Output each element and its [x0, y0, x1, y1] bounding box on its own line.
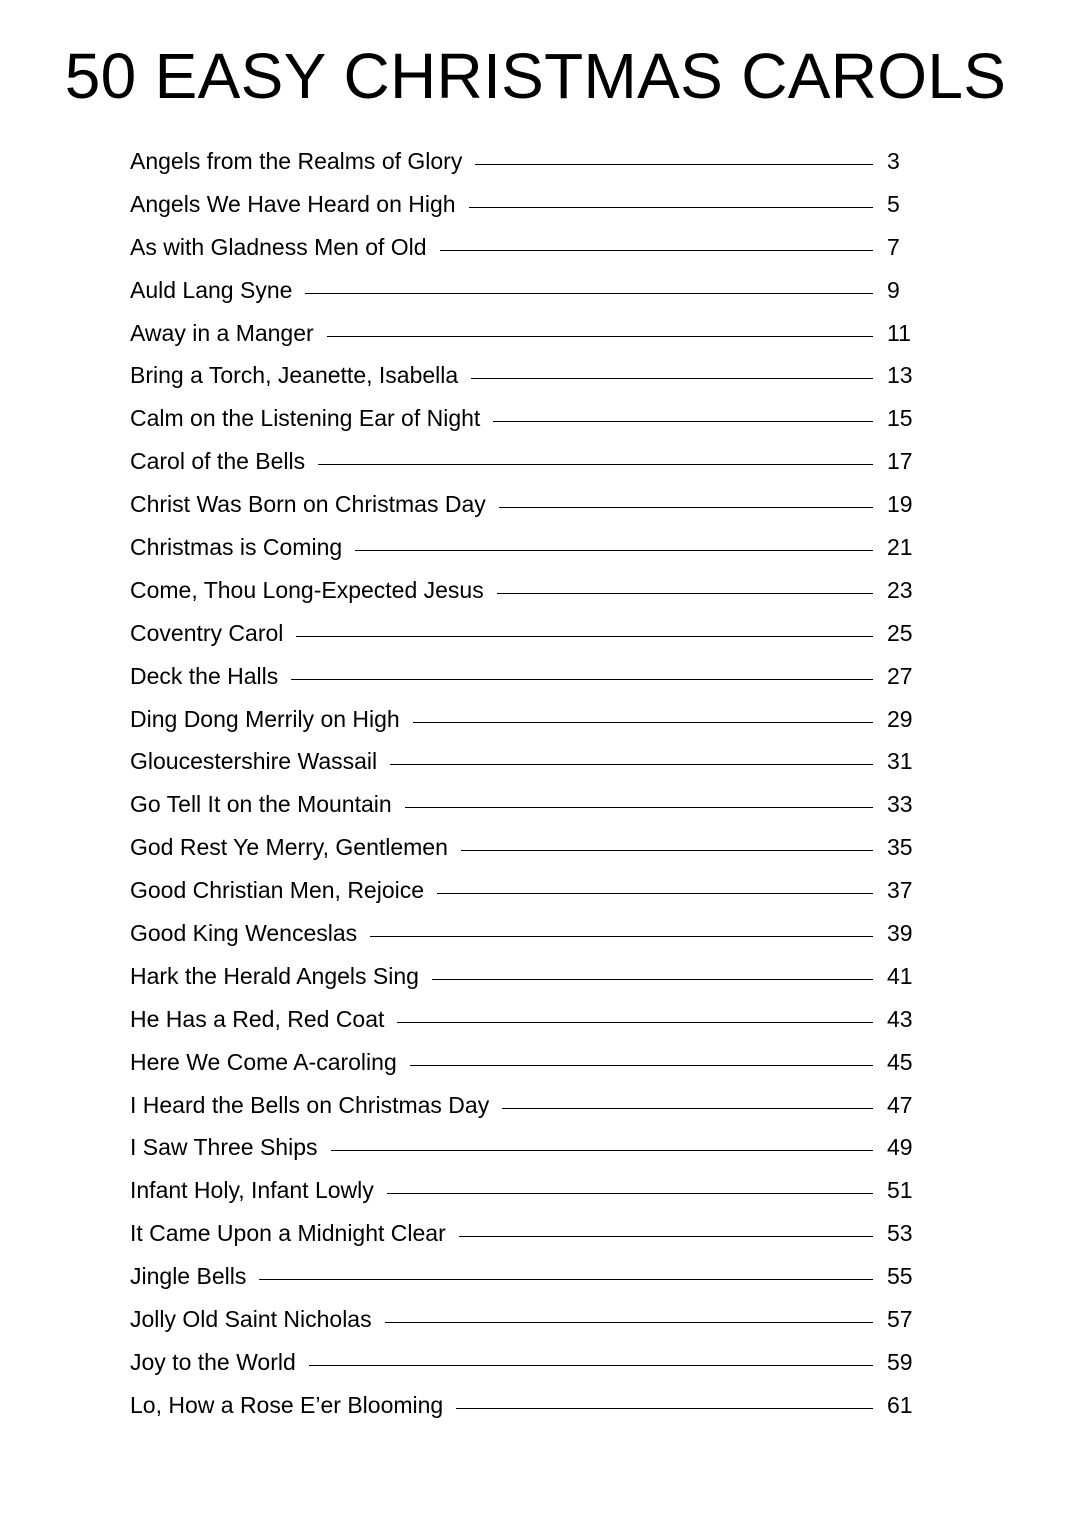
toc-entry-title: Jolly Old Saint Nicholas	[130, 1306, 372, 1333]
toc-entry-title: It Came Upon a Midnight Clear	[130, 1220, 446, 1247]
toc-entry-page: 19	[887, 491, 913, 518]
toc-leader-line	[456, 1408, 873, 1409]
toc-entry-title: As with Gladness Men of Old	[130, 233, 427, 260]
toc-entry[interactable]	[130, 526, 930, 569]
toc-entry[interactable]	[130, 1298, 930, 1341]
toc-entry-page: 3	[887, 148, 900, 174]
toc-entry-title: Angels from the Realms of Glory	[130, 148, 463, 174]
toc-entry-page: 61	[887, 1391, 913, 1418]
table-of-contents	[130, 140, 930, 1427]
toc-entry[interactable]	[130, 1126, 930, 1169]
toc-entry[interactable]	[130, 1169, 930, 1212]
toc-entry-title: Away in a Manger	[130, 319, 314, 346]
toc-entry-page: 39	[887, 920, 913, 947]
toc-leader-line	[459, 1236, 873, 1237]
toc-leader-line	[259, 1279, 873, 1280]
toc-entry-title: Carol of the Bells	[130, 448, 306, 475]
toc-entry-title: Lo, How a Rose E’er Blooming	[130, 1391, 444, 1418]
toc-entry-page: 17	[887, 448, 913, 475]
toc-leader-line	[405, 807, 873, 808]
toc-leader-line	[387, 1193, 873, 1194]
toc-entry-title: I Saw Three Ships	[130, 1134, 318, 1161]
toc-entry-title: Joy to the World	[130, 1348, 296, 1375]
toc-leader-line	[355, 550, 873, 551]
toc-entry-title: Coventry Carol	[130, 619, 284, 646]
toc-entry-title: Christ Was Born on Christmas Day	[130, 491, 486, 518]
toc-entry-page: 13	[887, 362, 913, 389]
toc-entry-page: 43	[887, 1005, 913, 1032]
toc-entry[interactable]	[130, 955, 930, 998]
toc-entry-page: 7	[887, 233, 900, 260]
toc-entry-page: 57	[887, 1306, 913, 1333]
toc-entry[interactable]	[130, 569, 930, 612]
toc-entry-title: Bring a Torch, Jeanette, Isabella	[130, 362, 459, 389]
toc-entry-title: Here We Come A-caroling	[130, 1048, 397, 1075]
toc-entry[interactable]	[130, 740, 930, 783]
toc-entry-title: Infant Holy, Infant Lowly	[130, 1177, 374, 1204]
toc-entry[interactable]	[130, 783, 930, 826]
toc-entry-page: 29	[887, 705, 913, 732]
toc-leader-line	[410, 1065, 873, 1066]
toc-leader-line	[327, 336, 873, 337]
toc-entry-page: 25	[887, 619, 913, 646]
toc-leader-line	[291, 679, 873, 680]
toc-leader-line	[385, 1322, 873, 1323]
toc-entry[interactable]	[130, 698, 930, 741]
toc-entry-page: 15	[887, 405, 913, 432]
toc-entry[interactable]	[130, 655, 930, 698]
toc-leader-line	[475, 164, 873, 165]
toc-entry[interactable]	[130, 1084, 930, 1127]
toc-entry-page: 33	[887, 791, 913, 818]
toc-leader-line	[413, 722, 873, 723]
toc-entry-title: Deck the Halls	[130, 662, 279, 689]
toc-entry[interactable]	[130, 1212, 930, 1255]
toc-entry-page: 59	[887, 1348, 913, 1375]
toc-leader-line	[499, 507, 873, 508]
toc-entry-page: 49	[887, 1134, 913, 1161]
toc-entry-page: 51	[887, 1177, 913, 1204]
toc-entry-title: God Rest Ye Merry, Gentlemen	[130, 834, 448, 861]
toc-entry-page: 27	[887, 662, 913, 689]
toc-leader-line	[309, 1365, 873, 1366]
toc-entry-page: 35	[887, 834, 913, 861]
toc-entry[interactable]	[130, 269, 930, 312]
toc-entry-title: Good Christian Men, Rejoice	[130, 877, 425, 904]
toc-leader-line	[432, 979, 873, 980]
toc-entry-page: 5	[887, 190, 900, 217]
toc-leader-line	[390, 764, 873, 765]
toc-leader-line	[296, 636, 873, 637]
toc-entry-title: Good King Wenceslas	[130, 920, 358, 947]
toc-leader-line	[331, 1150, 873, 1151]
toc-entry[interactable]	[130, 1384, 930, 1427]
toc-leader-line	[397, 1022, 873, 1023]
toc-entry-page: 55	[887, 1263, 913, 1290]
toc-entry-page: 47	[887, 1091, 913, 1118]
toc-entry-page: 53	[887, 1220, 913, 1247]
toc-entry-page: 37	[887, 877, 913, 904]
toc-entry-title: Calm on the Listening Ear of Night	[130, 405, 481, 432]
toc-leader-line	[370, 936, 873, 937]
toc-entry[interactable]	[130, 354, 930, 397]
toc-entry-title: He Has a Red, Red Coat	[130, 1005, 385, 1032]
toc-entry-title: I Heard the Bells on Christmas Day	[130, 1091, 490, 1118]
toc-leader-line	[305, 293, 873, 294]
toc-entry[interactable]	[130, 612, 930, 655]
toc-entry-title: Ding Dong Merrily on High	[130, 705, 400, 732]
toc-entry-title: Jingle Bells	[130, 1263, 247, 1290]
toc-entry-page: 9	[887, 276, 900, 303]
toc-leader-line	[461, 850, 873, 851]
toc-entry[interactable]	[130, 397, 930, 440]
toc-entry-page: 23	[887, 576, 913, 603]
toc-entry[interactable]	[130, 226, 930, 269]
toc-leader-line	[471, 378, 873, 379]
toc-entry[interactable]	[130, 440, 930, 483]
toc-entry[interactable]	[130, 826, 930, 869]
toc-entry[interactable]	[130, 312, 930, 355]
toc-entry[interactable]	[130, 483, 930, 526]
toc-entry-title: Go Tell It on the Mountain	[130, 791, 392, 818]
toc-entry[interactable]	[130, 1341, 930, 1384]
toc-entry[interactable]	[130, 912, 930, 955]
toc-entry[interactable]	[130, 1041, 930, 1084]
toc-entry-title: Angels We Have Heard on High	[130, 190, 456, 217]
toc-entry-page: 31	[887, 748, 913, 775]
toc-leader-line	[437, 893, 873, 894]
toc-entry-title: Auld Lang Syne	[130, 276, 293, 303]
toc-entry-page: 41	[887, 962, 913, 989]
toc-entry-title: Hark the Herald Angels Sing	[130, 962, 419, 989]
toc-leader-line	[502, 1108, 873, 1109]
toc-leader-line	[318, 464, 873, 465]
toc-entry-page: 11	[887, 319, 911, 346]
toc-entry-title: Christmas is Coming	[130, 534, 343, 561]
toc-entry[interactable]	[130, 869, 930, 912]
page-title: 50 EASY CHRISTMAS CAROLS	[64, 40, 1007, 112]
toc-entry-page: 45	[887, 1048, 913, 1075]
toc-entry-title: Gloucestershire Wassail	[130, 748, 378, 775]
toc-entry[interactable]	[130, 140, 930, 183]
toc-leader-line	[440, 250, 873, 251]
toc-entry-page: 21	[887, 534, 913, 561]
toc-entry[interactable]	[130, 183, 930, 226]
toc-leader-line	[497, 593, 873, 594]
toc-leader-line	[493, 421, 873, 422]
toc-entry-title: Come, Thou Long-Expected Jesus	[130, 576, 484, 603]
toc-leader-line	[469, 207, 873, 208]
toc-entry[interactable]	[130, 1255, 930, 1298]
toc-entry[interactable]	[130, 998, 930, 1041]
